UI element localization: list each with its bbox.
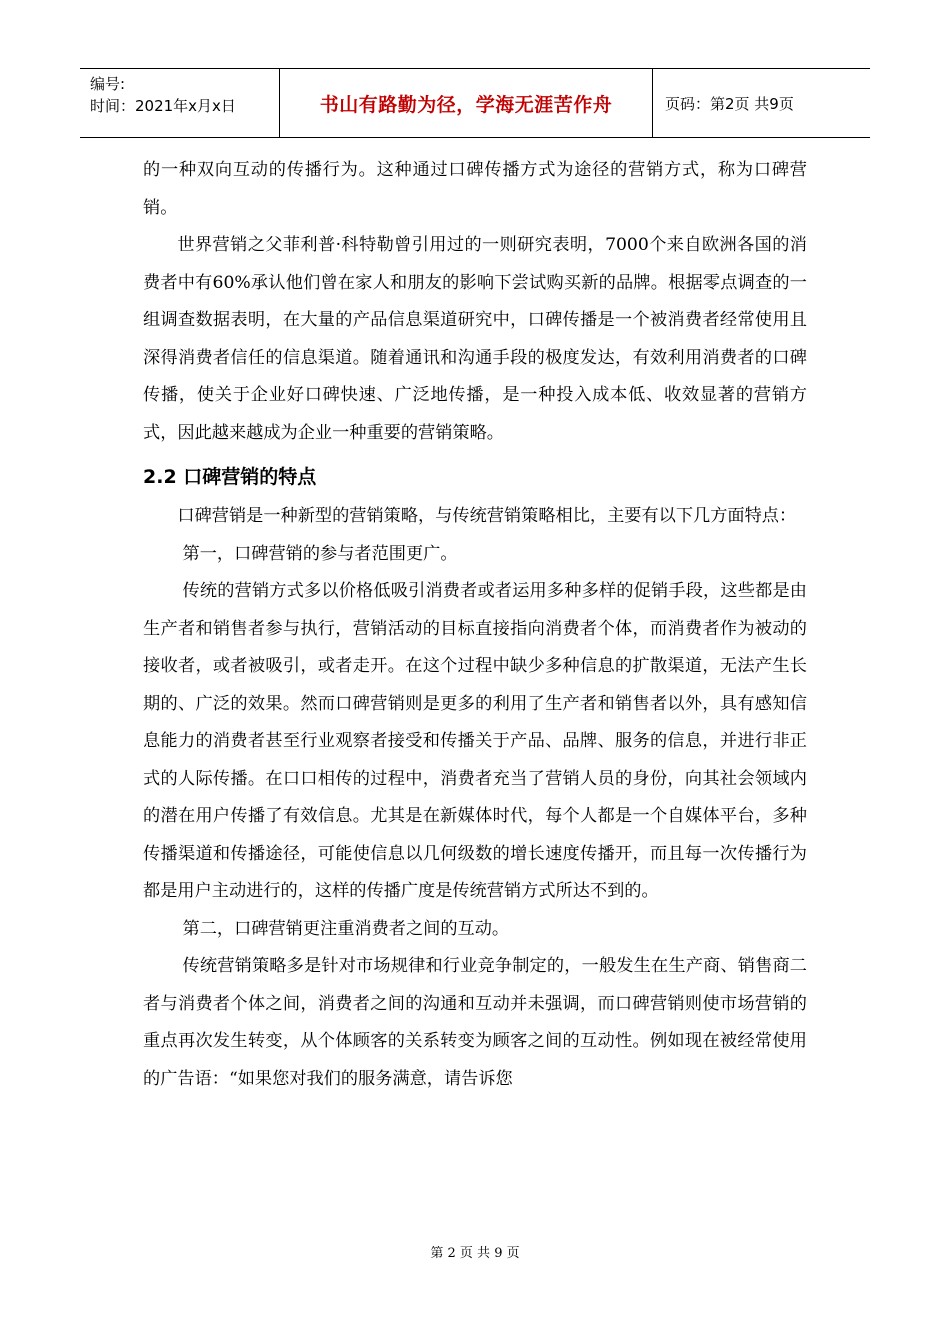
- paragraph: 的一种双向互动的传播行为。这种通过口碑传播方式为途径的营销方式，称为口碑营销。: [143, 160, 807, 218]
- paragraph: 第一，口碑营销的参与者范围更广。: [182, 543, 458, 564]
- paragraph: 传统营销策略多是针对市场规律和行业竞争制定的，一般发生在生产商、销售商二者与消费者个体之间，消费者之间的沟通和互动并未强调，而口碑营销则使市场营销的重点再次发生转变，从个体顾客的关系转变为顾客之间的互动性。例如现在被经常使用的广告语：“如果您对我们的服务满意，请告诉您: [143, 956, 807, 1089]
- paragraph: 第二，口碑营销更注重消费者之间的互动。: [182, 918, 510, 939]
- document-body: [143, 152, 807, 1098]
- header-motto: 书山有路勤为径，学海无涯苦作舟: [280, 69, 653, 137]
- paragraph: 传统的营销方式多以价格低吸引消费者或者运用多种多样的促销手段，这些都是由生产者和销售者参与执行，营销活动的目标直接指向消费者个体，而消费者作为被动的接收者，或者被吸引，或者走开。在这个过程中缺少多种信息的扩散渠道，无法产生长期的、广泛的效果。然而口碑营销则是更多的利用了生产者和销售者以外，具有感知信息能力的消费者甚至行业观察者接受和传播关于产品、品牌、服务的信息，并进行非正式的人际传播。在口口相传的过程中，消费者充当了营销人员的身份，向其社会领域内的潜在用户传播了有效信息。尤其是在新媒体时代，每个人都是一个自媒体平台，多种传播渠道和传播途径，可能使信息以几何级数的增长速度传播开，而且每一次传播行为都是用户主动进行的，这样的传播广度是传统营销方式所达不到的。: [143, 581, 807, 901]
- page-footer: 第 2 页 共 9 页: [430, 1246, 520, 1261]
- page-header: [80, 68, 870, 138]
- paragraph: 口碑营销是一种新型的营销策略，与传统营销策略相比，主要有以下几方面特点：: [177, 506, 797, 526]
- paragraph: 世界营销之父菲利普·科特勒曾引用过的一则研究表明，7000个来自欧洲各国的消费者中有60%承认他们曾在家人和朋友的影响下尝试购买新的品牌。根据零点调查的一组调查数据表明，在大量的产品信息渠道研究中，口碑传播是一个被消费者经常使用且深得消费者信任的信息渠道。随着通讯和沟通手段的极度发达，有效利用消费者的口碑传播，使关于企业好口碑快速、广泛地传播，是一种投入成本低、收效显著的营销方式，因此越来越成为企业一种重要的营销策略。: [143, 235, 807, 443]
- number-label: 编号:: [90, 75, 126, 93]
- section-heading: 2.2 口碑营销的特点: [143, 466, 317, 488]
- date-label: 时间：2021年x月x日: [90, 97, 236, 115]
- header-meta: [80, 69, 280, 137]
- header-page-info: 页码：第2页 共9页: [665, 94, 794, 113]
